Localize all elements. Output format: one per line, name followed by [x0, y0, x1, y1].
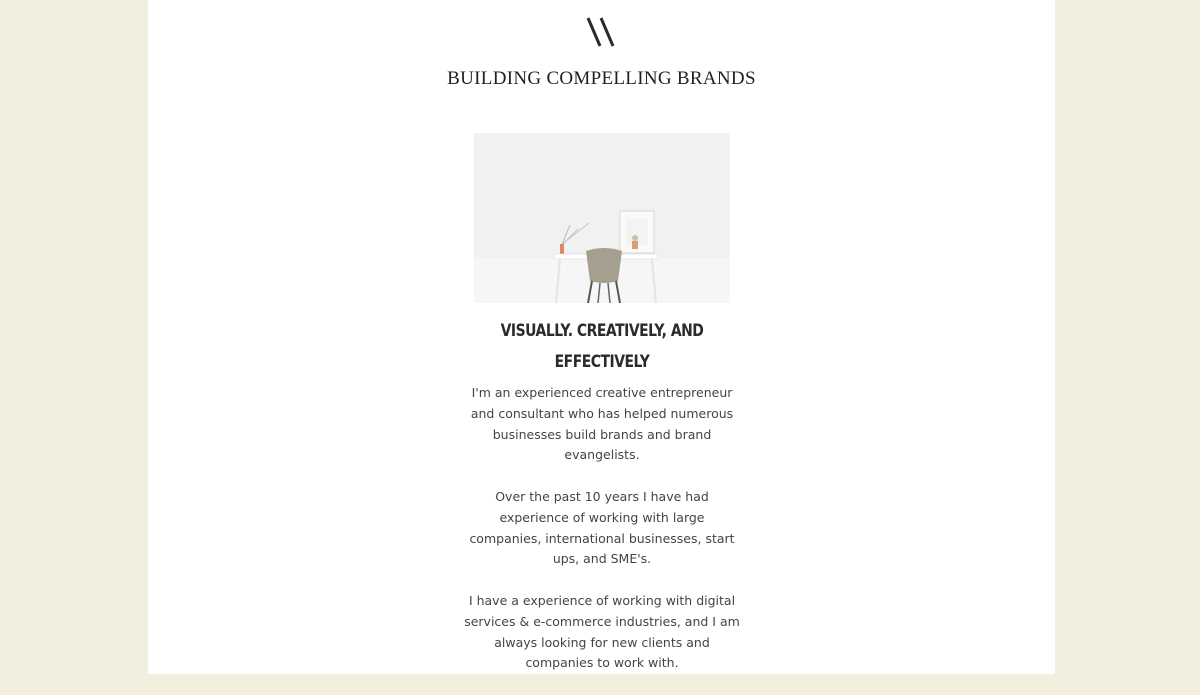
paragraph-3: I have a experience of working with digital services & e-commerce industries, and I am always looking for new clients and companies to work with. — [464, 592, 740, 671]
intro-text — [464, 383, 740, 695]
page-content — [148, 0, 1055, 674]
section-heading: VISUALLY. CREATIVELY, AND EFFECTIVELY — [500, 321, 704, 372]
page-title: BUILDING COMPELLING BRANDS — [447, 68, 756, 89]
paragraph-1: I'm an experienced creative entrepreneur and consultant who has helped numerous businesses build brands and brand evangelists. — [470, 385, 734, 463]
paragraph-2: Over the past 10 years I have had experience of working with large companies, international businesses, start ups, and SME's. — [469, 488, 735, 567]
hero-image — [474, 133, 730, 303]
logo-icon[interactable] — [148, 14, 1055, 48]
